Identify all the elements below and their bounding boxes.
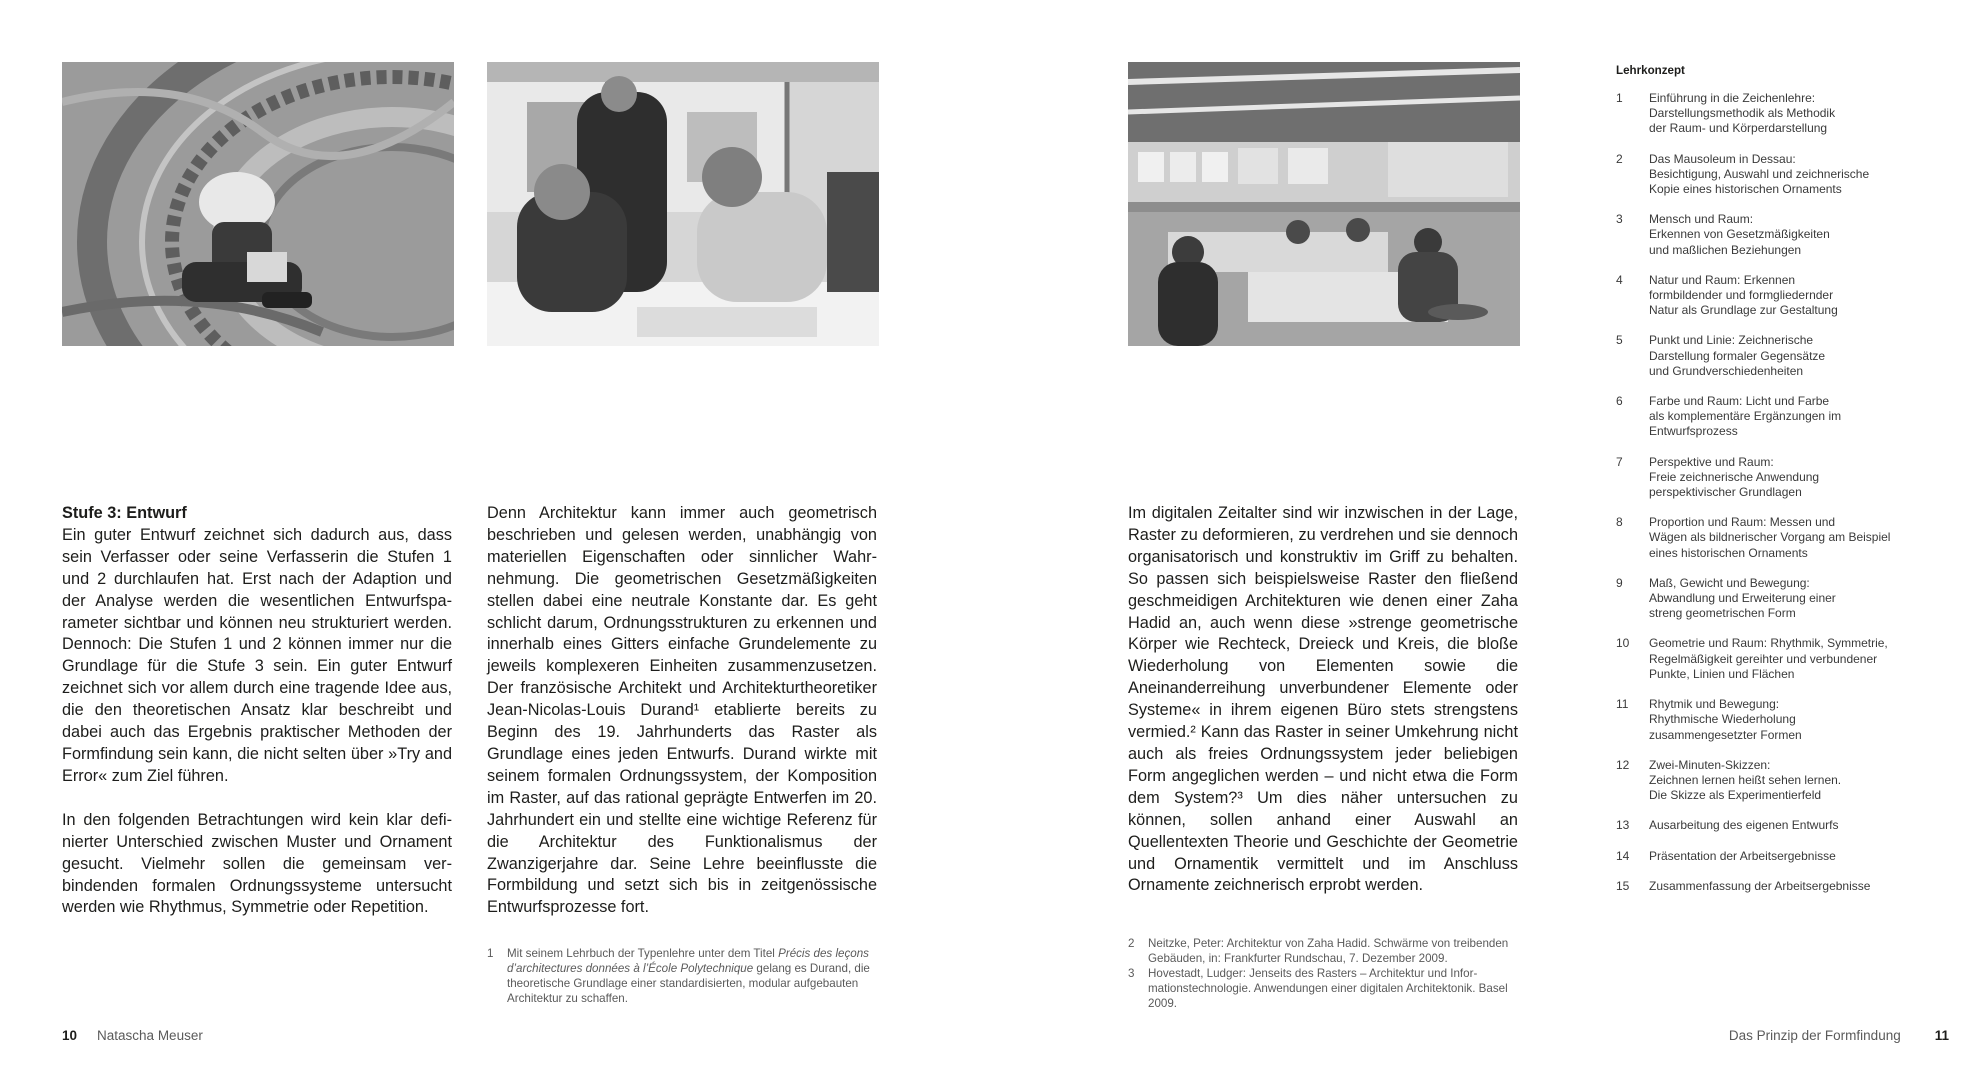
photo-classroom-illustration xyxy=(1128,62,1520,346)
column3-paragraph-1: Im digitalen Zeitalter sind wir inzwischen in der Lage, Raster zu deformieren, zu verdrehen und sie dennoch organisatorisch und konstruktiv im Griff zu behalten. So passen sich beispielsweise Raster den fließend geschmeidigen Architekturen wie denen einer Zaha Hadid an, auch wenn diese »strenge geometrische Körper wie Rechteck, Dreieck und Kreis, die bloße Wiederholung von Elementen sowie die Aneinanderreihung unverbundener Elemente oder Systeme« in ihrem eigenen Büro stets strengstens vermied.² Kann das Raster in seiner Umkehrung nicht auch als freies Ordnungssystem jeder beliebigen Form angeglichen werden – und nicht etwa die Form dem System?³ Um dies näher untersuchen zu können, sollen anhand einer Auswahl an Quellentexten Theorie und Geschichte der Geometrie und Ornamentik vermittelt und im Anschluss Ornamente zeichnerisch erprobt werden. xyxy=(1128,504,1518,895)
sidebar-item-number: 10 xyxy=(1616,636,1630,651)
sidebar-item-text: Natur und Raum: Erkennen formbildender und formgliedernder Natur als Grundlage zur Gestaltung xyxy=(1649,272,1838,318)
sidebar-item-text: Rhytmik und Bewegung: Rhythmische Wiederholung zusammengesetzter Formen xyxy=(1649,697,1802,742)
footnote-text: Neitzke, Peter: Architektur von Zaha Hadid. Schwärme von treibenden Gebäuden, in: Frankfurter Rundschau, 7. Dezember 2009. xyxy=(1148,937,1509,965)
sidebar-item-number: 5 xyxy=(1616,333,1623,348)
footnote-number: 3 xyxy=(1128,967,1135,980)
sidebar-item-9 xyxy=(1616,576,1946,622)
footnote-3 xyxy=(1128,966,1518,1011)
sidebar-item-text: Punkt und Linie: Zeichnerische Darstellung formaler Gegensätze und Grundverschiedenheiten xyxy=(1649,333,1826,378)
sidebar-item-4 xyxy=(1616,273,1946,319)
photo-mosaic-illustration xyxy=(62,62,454,346)
footnote-book-title: Précis des leçons d’architectures données à l’École Polytechnique xyxy=(507,947,869,975)
page-number-right: 11 xyxy=(1934,1028,1949,1043)
sidebar-item-number: 7 xyxy=(1616,454,1623,469)
sidebar-item-number: 13 xyxy=(1616,818,1630,833)
footnote-text xyxy=(507,946,877,1006)
sidebar-item-5 xyxy=(1616,333,1946,379)
sidebar-item-text: Mensch und Raum: Erkennen von Gesetzmäßigkeiten und maßlichen Beziehungen xyxy=(1649,212,1830,257)
text-column-2 xyxy=(487,503,877,919)
photo-mosaic-floor-worker xyxy=(62,62,454,346)
section-heading: Stufe 3: Entwurf xyxy=(62,504,187,522)
sidebar-item-text: Zwei-Minuten-Skizzen: Zeichnen lernen heißt sehen lernen. Die Skizze als Experimentierfeld xyxy=(1649,757,1842,803)
footnotes-right xyxy=(1128,936,1518,1011)
column2-paragraph-1: Denn Architektur kann immer auch geometrisch beschrieben und gelesen werden, unabhängig von materiellen Eigenschaften oder sinnlicher Wahrnehmung. Die geometrischen Gesetzmäßigkeiten stellen dabei eine neutrale Konstante dar. Es geht schlicht darum, Ordnungsstrukturen zu erkennen und innerhalb eines Gitters einfache Grundelemente zu jeweils komplexeren Einheiten zusammenzusetzen. Der französische Architekt und Architekturtheoretiker Jean-Nicolas-Louis Durand¹ etablierte bereits zu Beginn des 19. Jahrhunderts das Raster als Grundlage eines jeden Entwurfs. Durand wirkte mit seinem formalen Ordnungssystem, der Komposition im Raster, auf das rational geprägte Entwerfen im 20. Jahrhundert ein und stellte eine wichtige Referenz für die Architektur des Funktionalismus der Zwanzigerjahre dar. Seine Lehre beeinflusste die Formbildung und setzt sich bis in zeitgenössische Entwurfsprozesse fort. xyxy=(487,504,877,917)
sidebar-item-2 xyxy=(1616,152,1946,198)
text-column-3 xyxy=(1128,503,1518,897)
sidebar-item-text: Geometrie und Raum: Rhythmik, Symmetrie, Regelmäßigkeit gereihter und verbundener Punkte, Linien und Flächen xyxy=(1649,636,1888,681)
footnote-1 xyxy=(487,946,877,1006)
footnote-text: Hovestadt, Ludger: Jenseits des Rasters – Architektur und Informationstechnologie. Anwendungen einer digitalen Architektonik. Basel 2009. xyxy=(1148,967,1508,1010)
sidebar-item-14 xyxy=(1616,849,1946,864)
sidebar-item-number: 9 xyxy=(1616,575,1623,590)
sidebar-item-text: Maß, Gewicht und Bewegung: Abwandlung und Erweiterung einer streng geometrischen Form xyxy=(1649,575,1836,621)
footnote-number: 2 xyxy=(1128,937,1135,950)
sidebar-item-number: 3 xyxy=(1616,212,1623,227)
column1-paragraph-1 xyxy=(62,503,452,788)
sidebar-item-text: Proportion und Raum: Messen und Wägen als bildnerischer Vorgang am Beispiel eines historischen Ornaments xyxy=(1649,515,1891,560)
sidebar-item-13 xyxy=(1616,818,1946,833)
sidebar-item-number: 6 xyxy=(1616,394,1623,409)
photo-students-working xyxy=(487,62,879,346)
footer-author: Natascha Meuser xyxy=(97,1028,203,1043)
sidebar-item-10 xyxy=(1616,636,1946,682)
sidebar-item-6 xyxy=(1616,394,1946,440)
sidebar-item-number: 2 xyxy=(1616,151,1623,166)
footnote-number: 1 xyxy=(487,947,494,960)
footnote-text-pre: Mit seinem Lehrbuch der Typenlehre unter dem Titel xyxy=(507,947,779,960)
photo-students-illustration xyxy=(487,62,879,346)
sidebar-item-number: 14 xyxy=(1616,848,1630,863)
sidebar-item-number: 8 xyxy=(1616,515,1623,530)
sidebar-item-text: Zusammenfassung der Arbeitsergebnisse xyxy=(1649,878,1871,893)
sidebar-item-text: Einführung in die Zeichenlehre: Darstellungsmethodik als Methodik der Raum- und Körperdarstellung xyxy=(1649,91,1836,136)
sidebar-item-text: Farbe und Raum: Licht und Farbe als komplementäre Ergänzungen im Entwurfsprozess xyxy=(1649,394,1842,439)
footnote-2 xyxy=(1128,936,1518,966)
sidebar-item-15 xyxy=(1616,879,1946,894)
footer-right xyxy=(1729,1028,1949,1043)
sidebar-item-12 xyxy=(1616,758,1946,804)
sidebar-item-text: Das Mausoleum in Dessau: Besichtigung, Auswahl und zeichnerische Kopie eines historischen Ornaments xyxy=(1649,151,1870,197)
sidebar-item-3 xyxy=(1616,212,1946,258)
text-column-1 xyxy=(62,503,452,919)
sidebar-item-number: 4 xyxy=(1616,272,1623,287)
footer-left xyxy=(62,1028,203,1043)
sidebar-item-text: Präsentation der Arbeitsergebnisse xyxy=(1649,848,1836,863)
sidebar-item-text: Ausarbeitung des eigenen Entwurfs xyxy=(1649,818,1839,833)
sidebar-item-text: Perspektive und Raum: Freie zeichnerische Anwendung perspektivischer Grundlagen xyxy=(1649,454,1820,500)
column1-p1-text: Ein guter Entwurf zeichnet sich dadurch aus, dass sein Verfasser oder seine Verfasserin die Stufen 1 und 2 durchlaufen hat. Erst nach der Adaption und der Analyse werden die wesentlichen Entwurfsparameter sichtbar und können neu strukturiert werden. Dennoch: Die Stufen 1 und 2 können immer nur die Grundlage für die Stufe 3 sein. Ein guter Entwurf zeichnet sich vor allem durch eine tragende Idee aus, die den theoretischen Ansatz klar beschreibt und dabei auch das Ergebnis praktischer Methoden der Formfindung sein kann, die nicht selten über »Try and Error« zum Ziel führen. xyxy=(62,525,452,785)
page-number-left: 10 xyxy=(62,1028,78,1043)
sidebar-item-7 xyxy=(1616,455,1946,501)
sidebar-item-number: 12 xyxy=(1616,757,1630,772)
sidebar-item-11 xyxy=(1616,697,1946,743)
sidebar-item-number: 15 xyxy=(1616,878,1630,893)
sidebar-item-number: 1 xyxy=(1616,91,1623,105)
sidebar-title: Lehrkonzept xyxy=(1616,64,1685,77)
photo-classroom xyxy=(1128,62,1520,346)
sidebar-item-8 xyxy=(1616,515,1946,561)
sidebar-item-1 xyxy=(1616,91,1946,137)
column1-paragraph-2: In den folgenden Betrachtungen wird kein klar definierter Unterschied zwischen Muster und Ornament gesucht. Vielmehr sollen die gemeinsam verbindenden formalen Ordnungssysteme untersucht werden wie Rhythmus, Symmetrie oder Repetition. xyxy=(62,810,452,917)
footnote-text-post: gelang es Durand, die theoretische Grundlage einer standardisierten, modular aufgebauten Architektur zu schaffen. xyxy=(507,962,870,1005)
sidebar-item-number: 11 xyxy=(1616,697,1629,712)
sidebar-lehrkonzept xyxy=(1616,64,1946,909)
footer-section-title: Das Prinzip der Formfindung xyxy=(1728,1028,1901,1043)
sidebar-list xyxy=(1616,91,1946,894)
